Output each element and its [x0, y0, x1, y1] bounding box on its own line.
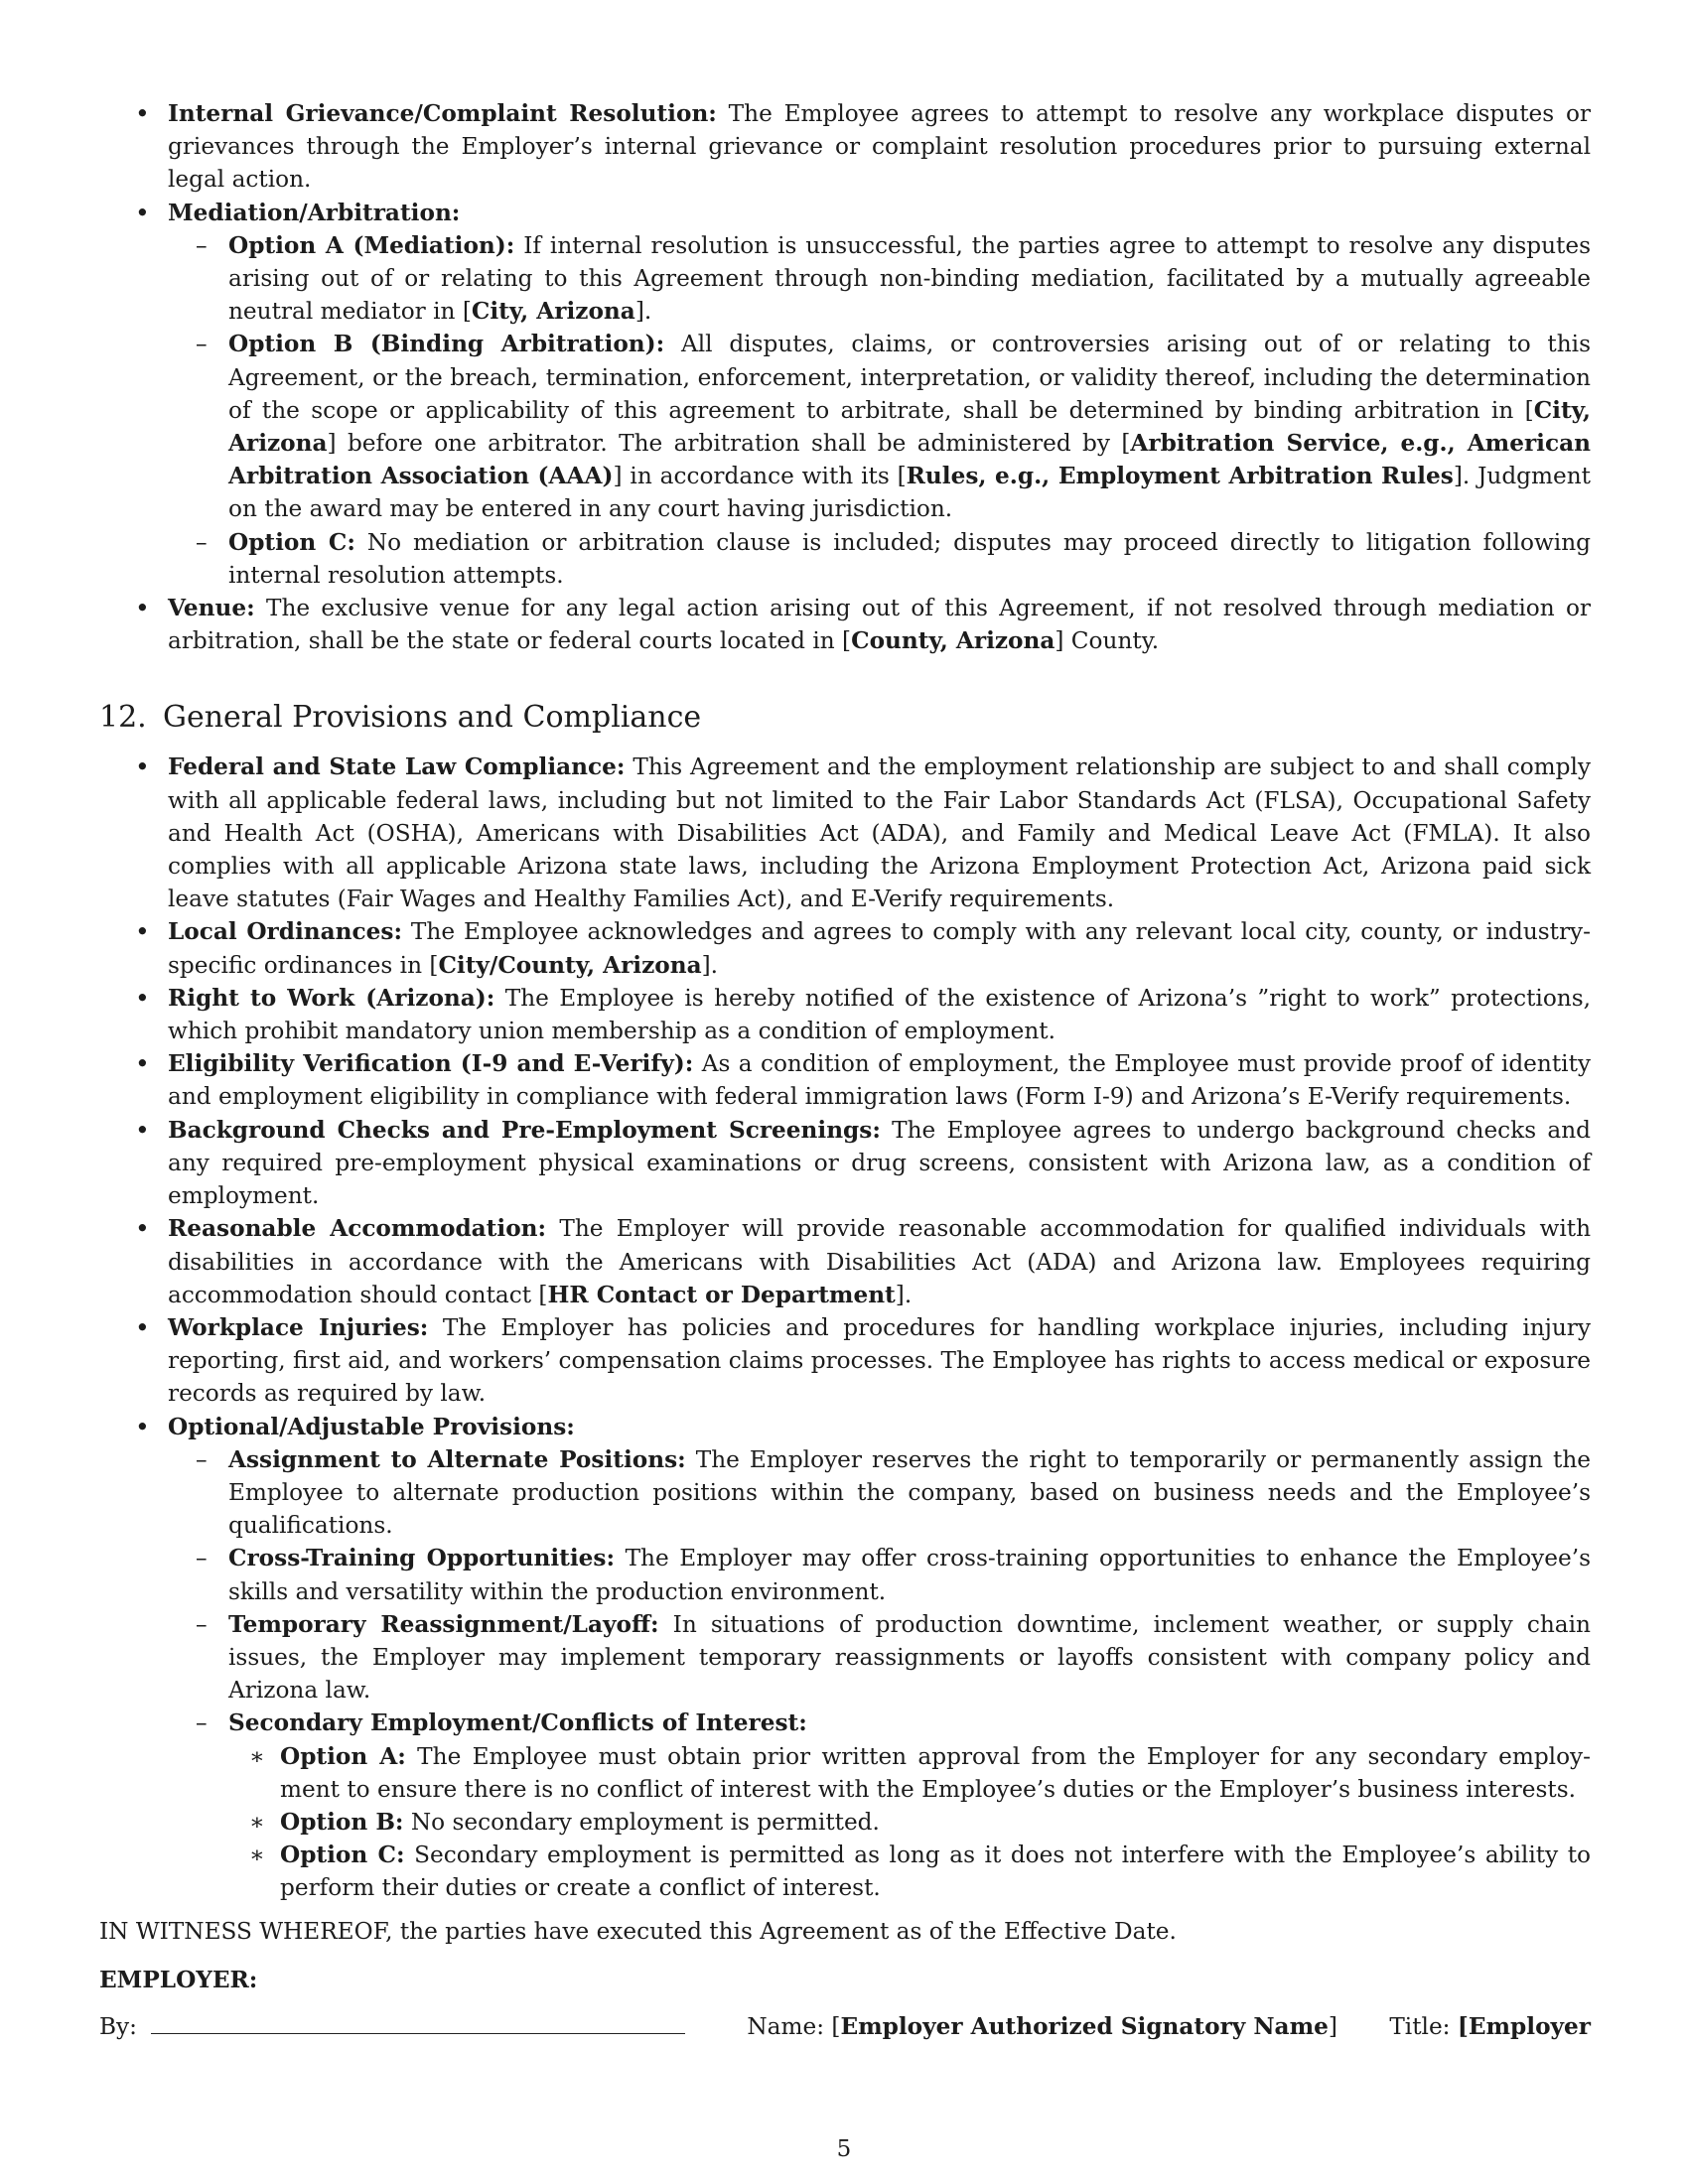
option-text: If internal resolution is unsuccessful, the parties agree to attempt to resolve any disputes arising out of or relating to this Agreement through non-binding mediation, facilitated by a mutually agreeable neutral mediator in [: [228, 231, 1591, 326]
name-placeholder: Employer Authorized Signatory Name: [840, 2012, 1329, 2040]
option-label: Option B (Binding Arbitration):: [228, 331, 665, 358]
section-title: General Provisions and Compliance: [163, 700, 702, 736]
list-item-workplace-injuries: [99, 1311, 1591, 1411]
item-label: Local Ordinances:: [168, 918, 403, 946]
item-text: The Employer has policies and procedures for handling workplace injuries, including injury reporting, first aid, and workers’ compensation claims processes. The Employee has rights to access medical or exposure records as required by law.: [168, 1313, 1591, 1408]
item-label: Secondary Employment/Conflicts of Interest:: [228, 1709, 807, 1737]
sub-item-cross-training: [168, 1542, 1591, 1607]
placeholder-rules: Rules, e.g., Employment Arbitration Rules: [906, 463, 1454, 490]
secondary-option-c: [228, 1839, 1591, 1904]
list-item-mediation-arbitration: [99, 197, 1591, 592]
list-item-venue: [99, 592, 1591, 657]
placeholder-hr-contact: HR Contact or Department: [547, 1281, 896, 1308]
title-field: [1389, 2010, 1591, 2043]
title-placeholder: [Employer: [1457, 2012, 1591, 2040]
signature-line: [99, 2010, 1591, 2043]
list-item-eligibility-verification: [99, 1047, 1591, 1113]
secondary-option-b: [228, 1806, 1591, 1839]
general-provisions-list: [99, 751, 1591, 1904]
item-text: The Employee acknowledges and agrees to comply with any relevant local city, county, or industry-specific ordinances in [: [168, 918, 1591, 979]
option-text: ].: [634, 298, 652, 326]
option-label: Option A (Mediation):: [228, 231, 515, 259]
list-item-optional-provisions: [99, 1411, 1591, 1905]
item-text: The Employee agrees to undergo background checks and any required pre-employment physical examinations or drug screens, consistent with Arizona law, as a condition of employment.: [168, 1116, 1591, 1210]
item-text: ] County.: [1055, 627, 1160, 655]
item-text: The Employer will provide reasonable accommodation for qualified individuals with disabilities in accordance with the Americans with Disabilities Act (ADA) and Arizona law. Employees requiring accommodation should contact [: [168, 1215, 1592, 1308]
placeholder-city-county: City/County, Arizona: [438, 951, 702, 979]
section-number: 12.: [99, 700, 147, 736]
placeholder-county: County, Arizona: [851, 627, 1055, 655]
item-label: Background Checks and Pre-Employment Screenings:: [168, 1116, 881, 1144]
item-label: Right to Work (Arizona):: [168, 984, 495, 1012]
sub-item-temporary-reassignment: [168, 1608, 1591, 1707]
name-field: Name: [Employer Authorized Signatory Name]: [747, 2012, 1337, 2040]
item-text: The Employer may offer cross-training opportunities to enhance the Employee’s skills and versatility within the production environment.: [228, 1545, 1591, 1605]
item-text: The exclusive venue for any legal action arising out of this Agreement, if not resolved through mediation or arbitration, shall be the state or federal courts located in [: [168, 595, 1591, 655]
option-label: Option B:: [280, 1808, 404, 1836]
option-label: Option A:: [280, 1742, 406, 1770]
option-text: All disputes, claims, or controversies arising out of or relating to this Agreement, or the breach, termination, enforcement, interpretation, or validity thereof, including the determination of the scope or applicability of this agreement to arbitrate, shall be determined by binding arbitration in [: [228, 331, 1591, 424]
option-label: Option C:: [280, 1842, 405, 1869]
witness-statement: IN WITNESS WHEREOF, the parties have executed this Agreement as of the Effective Date.: [99, 1917, 1177, 1945]
secondary-employment-options: [228, 1740, 1591, 1905]
item-text: The Employer reserves the right to temporarily or permanently assign the Employee to alternate production positions within the company, based on business needs and the Employee’s qualifications.: [228, 1445, 1591, 1540]
option-text: Secondary employment is permitted as long as it does not interfere with the Employee’s ability to perform their duties or create a conflict of interest.: [280, 1842, 1592, 1902]
sub-item-alternate-positions: [168, 1443, 1591, 1543]
option-text: No secondary employment is permitted.: [403, 1808, 880, 1836]
list-item-reasonable-accommodation: [99, 1212, 1591, 1311]
item-label: Workplace Injuries:: [168, 1313, 429, 1341]
option-text: ] before one arbitrator. The arbitration shall be administered by [: [327, 430, 1131, 458]
item-label: Assignment to Alternate Positions:: [228, 1445, 686, 1473]
section-heading: [99, 699, 1591, 737]
item-label: Cross-Training Opportunities:: [228, 1545, 616, 1572]
employer-heading: EMPLOYER:: [99, 1966, 258, 1993]
list-item-local-ordinances: [99, 915, 1591, 981]
item-label: Optional/Adjustable Provisions:: [168, 1413, 575, 1440]
option-c-none: [168, 526, 1591, 592]
option-text: The Employee must obtain prior written approval from the Employer for any secondary employ-ment to ensure there is no conflict of interest with the Employee’s duties or the Employer’s business interests.: [280, 1742, 1591, 1803]
dispute-resolution-list: [99, 97, 1591, 657]
item-label: Federal and State Law Compliance:: [168, 753, 626, 781]
item-text: ].: [895, 1281, 913, 1308]
item-text: As a condition of employment, the Employee must provide proof of identity and employment eligibility in compliance with federal immigration laws (Form I-9) and Arizona’s E-Verify requirements.: [168, 1050, 1591, 1111]
title-label: Title:: [1389, 2012, 1451, 2040]
signature-by: [99, 2010, 695, 2043]
placeholder-city: City, Arizona: [471, 298, 635, 326]
option-label: Option C:: [228, 528, 355, 556]
option-b-binding-arbitration: [168, 328, 1591, 525]
placeholder-city: City, Arizona: [228, 396, 1591, 458]
signature-blank[interactable]: [151, 2011, 685, 2034]
list-item-right-to-work: [99, 982, 1591, 1047]
item-label: Mediation/Arbitration:: [168, 199, 461, 226]
option-a-mediation: [168, 229, 1591, 329]
item-label: Temporary Reassignment/Layoff:: [228, 1610, 659, 1638]
item-text: This Agreement and the employment relationship are subject to and shall comply with all applicable federal laws, including but not limited to the Fair Labor Standards Act (FLSA), Occupational Safety and Health Act (OSHA), Americans with Disabilities Act (ADA), and Family and Medical Leave Act (FMLA). It also complies with all applicable Arizona state laws, including the Arizona Employment Protection Act, Arizona paid sick leave statutes (Fair Wages and Healthy Families Act), and E-Verify requirements.: [168, 753, 1591, 913]
option-text: ] in accordance with its [: [613, 463, 907, 490]
placeholder-arbitration-service: Arbitration Service, e.g., American Arbitration Association (AAA): [228, 430, 1591, 490]
title-placeholder-text: Employer: [1468, 2012, 1591, 2040]
name-label: Name:: [747, 2012, 825, 2040]
by-label: By:: [99, 2012, 137, 2040]
document-page: [99, 97, 1591, 2043]
item-label: Internal Grievance/Complaint Resolution:: [168, 100, 717, 127]
mediation-options-list: [168, 229, 1591, 592]
secondary-option-a: [228, 1740, 1591, 1806]
page-number: 5: [836, 2136, 852, 2162]
item-label: Venue:: [168, 595, 255, 622]
list-item-federal-state-compliance: [99, 751, 1591, 915]
item-label: Eligibility Verification (I-9 and E-Verify):: [168, 1050, 694, 1078]
optional-provisions-list: [168, 1443, 1591, 1905]
list-item-internal-grievance: [99, 97, 1591, 197]
item-label: Reasonable Accommodation:: [168, 1215, 547, 1243]
item-text: ].: [701, 951, 719, 979]
option-text: No mediation or arbitration clause is included; disputes may proceed directly to litigation following internal resolution attempts.: [228, 528, 1591, 589]
item-text: The Employee is hereby notified of the existence of Arizona’s ”right to work” protections, which prohibit mandatory union membership as a condition of employment.: [168, 984, 1591, 1045]
list-item-background-checks: [99, 1114, 1591, 1213]
item-text: The Employee agrees to attempt to resolve any workplace disputes or grievances through the Employer’s internal grievance or complaint resolution procedures prior to pursuing external legal action.: [168, 100, 1591, 194]
item-text: In situations of production downtime, inclement weather, or supply chain issues, the Employer may implement temporary reassignments or layoffs consistent with company policy and Arizona law.: [228, 1610, 1591, 1705]
option-text: ]. Judgment on the award may be entered in any court having jurisdiction.: [228, 463, 1591, 523]
sub-item-secondary-employment: [168, 1706, 1591, 1904]
